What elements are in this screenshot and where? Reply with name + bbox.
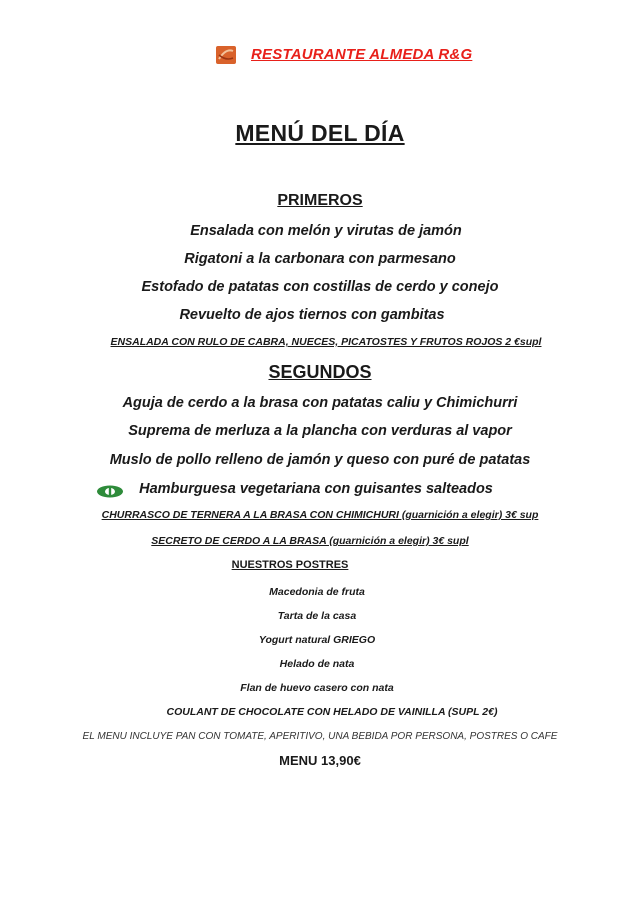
- primeros-dish: Revuelto de ajos tiernos con gambitas: [179, 307, 445, 323]
- section-title-postres: NUESTROS POSTRES: [231, 559, 349, 571]
- primeros-dish: Rigatoni a la carbonara con parmesano: [184, 251, 456, 267]
- segundos-dish: Muslo de pollo relleno de jamón y queso con puré de patatas: [109, 452, 531, 468]
- postre-item: COULANT DE CHOCOLATE CON HELADO DE VAINILLA (SUPL 2€): [166, 706, 498, 718]
- primeros-dish: Estofado de patatas con costillas de cerdo y conejo: [141, 279, 499, 295]
- menu-note: EL MENU INCLUYE PAN CON TOMATE, APERITIVO, UNA BEBIDA POR PERSONA, POSTRES O CAFE: [82, 731, 558, 742]
- restaurant-name: RESTAURANTE ALMEDA R&G: [251, 46, 473, 63]
- segundos-supplement: SECRETO DE CERDO A LA BRASA (guarnición a elegir) 3€ supl: [151, 535, 469, 547]
- segundos-dish: Hamburguesa vegetariana con guisantes salteados: [139, 481, 493, 497]
- menu-price: MENU 13,90€: [279, 753, 361, 768]
- section-title-segundos: SEGUNDOS: [268, 362, 372, 382]
- restaurant-logo-icon: [216, 46, 236, 64]
- header: [0, 46, 640, 68]
- postre-item: Helado de nata: [279, 658, 355, 670]
- section-title-primeros: PRIMEROS: [277, 192, 363, 209]
- segundos-dish: Aguja de cerdo a la brasa con patatas caliu y Chimichurri: [122, 395, 518, 411]
- segundos-supplement: CHURRASCO DE TERNERA A LA BRASA CON CHIMICHURI (guarnición a elegir) 3€ sup: [101, 509, 539, 521]
- postre-item: Macedonia de fruta: [269, 586, 365, 598]
- segundos-dish: Suprema de merluza a la plancha con verduras al vapor: [128, 423, 512, 439]
- postre-item: Flan de huevo casero con nata: [240, 682, 394, 694]
- postre-item: Yogurt natural GRIEGO: [258, 634, 376, 646]
- postre-item: Tarta de la casa: [277, 610, 357, 622]
- primeros-supplement: ENSALADA CON RULO DE CABRA, NUECES, PICATOSTES Y FRUTOS ROJOS 2 €supl: [110, 336, 542, 348]
- page-title: MENÚ DEL DÍA: [235, 120, 405, 146]
- primeros-dish: Ensalada con melón y virutas de jamón: [190, 223, 462, 239]
